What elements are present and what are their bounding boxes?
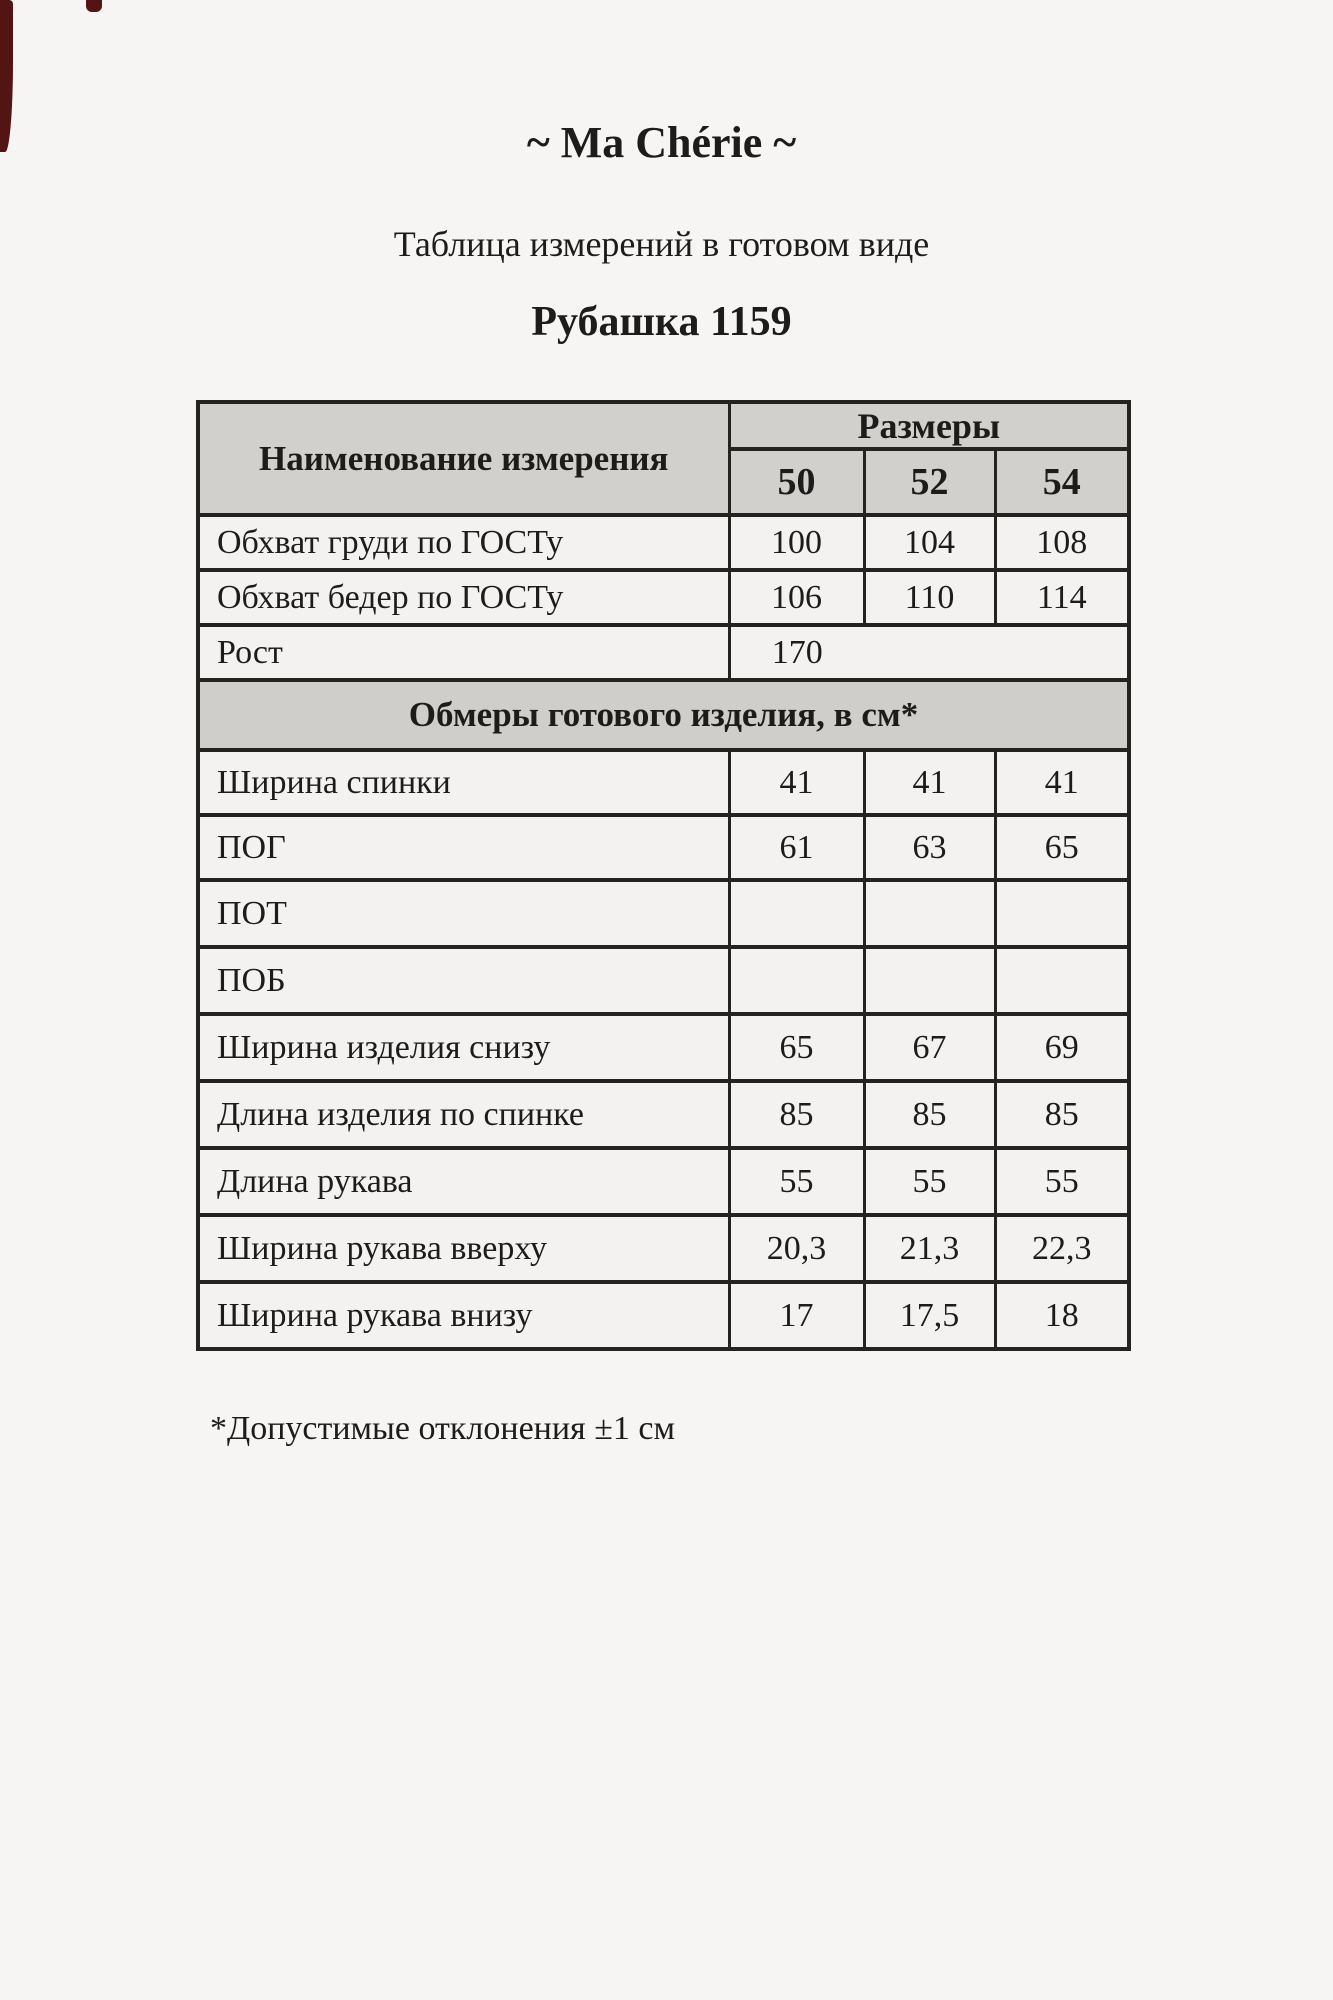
row-label: Длина изделия по спинке bbox=[198, 1081, 729, 1148]
row-value: 85 bbox=[995, 1081, 1129, 1148]
row-value bbox=[995, 947, 1129, 1014]
name-column-header: Наименование измерения bbox=[198, 402, 729, 515]
row-label: Ширина рукава внизу bbox=[198, 1282, 729, 1349]
table-subtitle: Таблица измерений в готовом виде bbox=[393, 224, 930, 264]
row-value bbox=[864, 880, 995, 947]
size-column-header: 50 bbox=[729, 449, 864, 515]
table-row bbox=[198, 815, 1129, 880]
photo-artifact bbox=[86, 0, 102, 12]
row-value: 41 bbox=[995, 750, 1129, 815]
table-row bbox=[198, 1081, 1129, 1148]
row-value: 85 bbox=[729, 1081, 864, 1148]
row-label: ПОТ bbox=[198, 880, 729, 947]
row-value: 65 bbox=[995, 815, 1129, 880]
row-value: 55 bbox=[995, 1148, 1129, 1215]
row-value: 114 bbox=[995, 570, 1129, 625]
section-band-row bbox=[198, 680, 1129, 750]
product-title: Рубашка 1159 bbox=[531, 299, 792, 345]
section-band: Обмеры готового изделия, в см* bbox=[198, 680, 1129, 750]
table-row bbox=[198, 947, 1129, 1014]
row-value: 65 bbox=[729, 1014, 864, 1081]
row-label: Рост bbox=[198, 625, 729, 680]
row-value: 110 bbox=[864, 570, 995, 625]
row-value: 170 bbox=[729, 625, 864, 680]
table-row bbox=[198, 1148, 1129, 1215]
brand-title: ~ Ma Chérie ~ bbox=[526, 118, 797, 167]
row-label: Ширина рукава вверху bbox=[198, 1215, 729, 1282]
table-row bbox=[198, 1014, 1129, 1081]
row-value: 18 bbox=[995, 1282, 1129, 1349]
measurements-table bbox=[196, 400, 1131, 1351]
table-row bbox=[198, 750, 1129, 815]
row-value: 22,3 bbox=[995, 1215, 1129, 1282]
row-value: 85 bbox=[864, 1081, 995, 1148]
row-value: 55 bbox=[864, 1148, 995, 1215]
row-value bbox=[864, 947, 995, 1014]
row-label: ПОБ bbox=[198, 947, 729, 1014]
row-value: 106 bbox=[729, 570, 864, 625]
table-row bbox=[198, 1215, 1129, 1282]
table-row-rost bbox=[198, 625, 1129, 680]
row-value: 20,3 bbox=[729, 1215, 864, 1282]
row-value: 17,5 bbox=[864, 1282, 995, 1349]
row-label: Ширина изделия снизу bbox=[198, 1014, 729, 1081]
row-value bbox=[729, 947, 864, 1014]
tolerance-footnote: *Допустимые отклонения ±1 см bbox=[210, 1410, 675, 1447]
row-value: 100 bbox=[729, 515, 864, 570]
row-value: 55 bbox=[729, 1148, 864, 1215]
row-value bbox=[995, 880, 1129, 947]
row-label: ПОГ bbox=[198, 815, 729, 880]
row-label: Ширина спинки bbox=[198, 750, 729, 815]
sizes-group-header: Размеры bbox=[729, 402, 1129, 449]
header-row-sizes bbox=[198, 402, 1129, 449]
row-value: 61 bbox=[729, 815, 864, 880]
row-value: 69 bbox=[995, 1014, 1129, 1081]
row-value: 21,3 bbox=[864, 1215, 995, 1282]
row-value bbox=[729, 880, 864, 947]
row-label: Обхват бедер по ГОСТу bbox=[198, 570, 729, 625]
size-column-header: 54 bbox=[995, 449, 1129, 515]
row-value: 63 bbox=[864, 815, 995, 880]
row-label: Обхват груди по ГОСТу bbox=[198, 515, 729, 570]
row-value: 104 bbox=[864, 515, 995, 570]
table-row bbox=[198, 570, 1129, 625]
row-value: 67 bbox=[864, 1014, 995, 1081]
row-value: 41 bbox=[729, 750, 864, 815]
photo-artifact bbox=[0, 0, 13, 152]
row-value: 41 bbox=[864, 750, 995, 815]
row-value: 108 bbox=[995, 515, 1129, 570]
row-value-empty bbox=[995, 625, 1129, 680]
table-row bbox=[198, 1282, 1129, 1349]
size-column-header: 52 bbox=[864, 449, 995, 515]
table-row bbox=[198, 515, 1129, 570]
row-value-empty bbox=[864, 625, 995, 680]
table-row bbox=[198, 880, 1129, 947]
row-label: Длина рукава bbox=[198, 1148, 729, 1215]
row-value: 17 bbox=[729, 1282, 864, 1349]
